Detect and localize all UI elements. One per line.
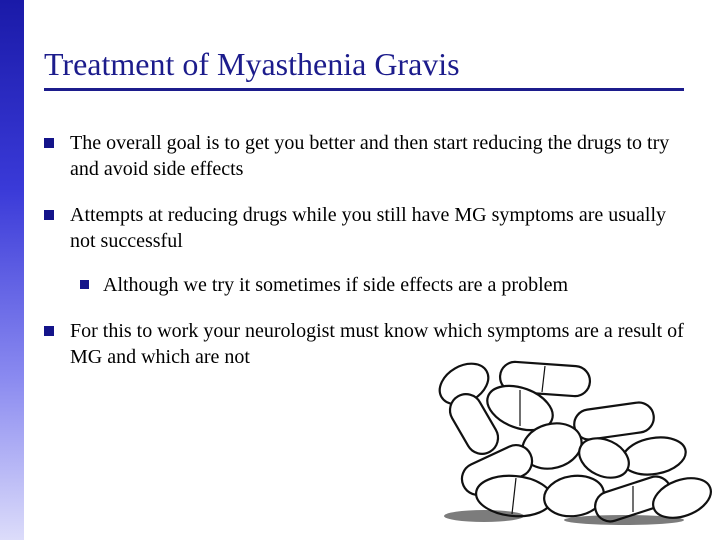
bullet-item <box>44 202 684 254</box>
pill-shading <box>444 510 524 522</box>
square-bullet-icon <box>44 326 54 336</box>
pill-shading <box>564 515 684 525</box>
bullet-item <box>44 130 684 182</box>
sub-bullet-item <box>80 272 680 298</box>
pill-shape <box>619 433 688 480</box>
pill-shape <box>572 401 655 442</box>
slide-side-bar <box>0 0 24 540</box>
slide-title: Treatment of Myasthenia Gravis <box>44 46 460 82</box>
square-bullet-icon <box>44 210 54 220</box>
bullet-text: The overall goal is to get you better and then start reducing the drugs to try and avoid side effects <box>70 132 670 180</box>
bullet-text: Attempts at reducing drugs while you still have MG symptoms are usually not successful <box>70 204 667 252</box>
square-bullet-icon <box>80 280 89 289</box>
sub-bullet-text: Although we try it sometimes if side effects are a problem <box>103 274 569 296</box>
pills-illustration <box>424 346 720 526</box>
title-underline <box>44 88 684 91</box>
square-bullet-icon <box>44 138 54 148</box>
bullet-text: For this to work your neurologist must know which symptoms are a result of MG and which are not <box>70 320 684 368</box>
